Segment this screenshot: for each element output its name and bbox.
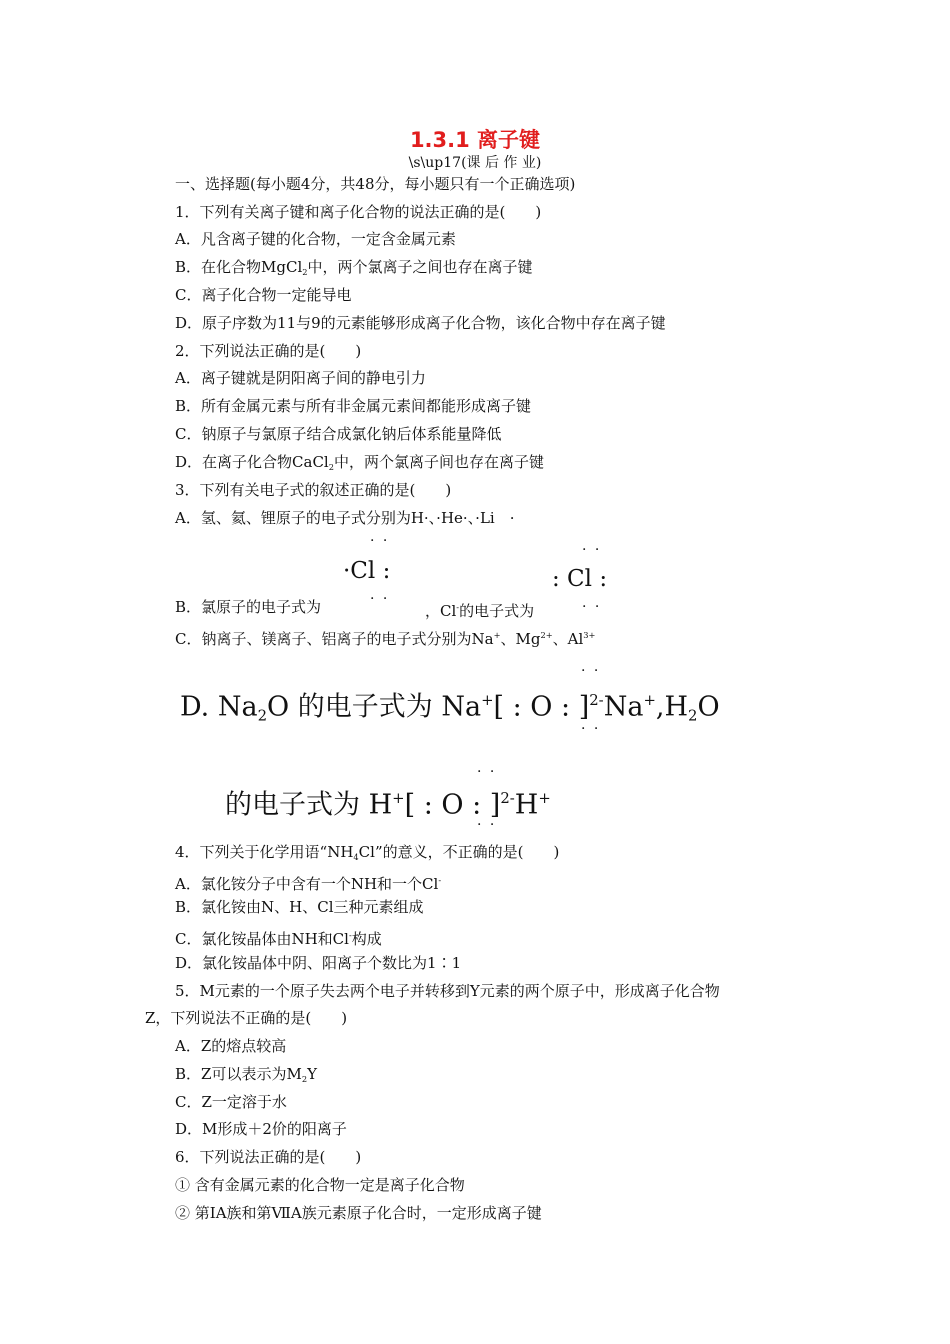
subtitle: \s\up17(课 后 作 业) (408, 155, 542, 171)
q4-option-a: A．氯化铵分子中含有一个NH和一个Cl- (175, 874, 442, 893)
cl-atom-top-dots: · · (370, 533, 390, 549)
q1-option-b: B．在化合物MgCl$_2$中，两个氯离子之间也存在离子键 (175, 258, 533, 277)
q4-option-c: C．氯化铵晶体由NH和Cl-构成 (175, 929, 382, 948)
q1-option-a: A．凡含离子键的化合物，一定含金属元素 (175, 230, 456, 248)
q5-option-d: D．M形成＋2价的阳离子 (175, 1120, 347, 1138)
q5-stem-line1: 5．M元素的一个原子失去两个电子并转移到Y元素的两个原子中，形成离子化合物 (175, 982, 720, 1000)
q4-stem: 4．下列关于化学用语“$NH_4Cl$”的意义，不正确的是( ) (175, 843, 560, 862)
h2o-o-bottom-dots: · · (477, 817, 497, 833)
q2-option-b: B．所有金属元素与所有非金属元素间都能形成离子键 (175, 397, 532, 415)
cl-atom-bottom-dots: · · (370, 591, 390, 607)
q3-option-b-pre: B．氯原子的电子式为 (175, 598, 322, 616)
q3-option-a: A．氢、氦、锂原子的电子式分别为H·、·He·、·Li · (175, 509, 515, 527)
na2o-o-top-dots: · · (581, 663, 601, 679)
section-heading: 一、选择题(每小题4分，共48分，每小题只有一个正确选项) (175, 175, 576, 193)
page-title: 1.3.1 离子键 (409, 128, 541, 152)
q3-stem: 3．下列有关电子式的叙述正确的是( ) (175, 481, 452, 499)
cl-atom-formula: ·Cl : (343, 558, 391, 584)
na2o-o-bottom-dots: · · (581, 721, 601, 737)
q3-option-c: C．钠离子、镁离子、铝离子的电子式分别为Na+、$Mg^{2+}$、$Al^{3+}$ (175, 629, 596, 648)
q1-option-d: D．原子序数为11与9的元素能够形成离子化合物，该化合物中存在离子键 (175, 314, 666, 332)
q5-option-a: A．Z的熔点较高 (175, 1037, 287, 1055)
h2o-o-top-dots: · · (477, 764, 497, 780)
q3-option-d-line2: 的电子式为 H+[ : O : ]$^{2-}$H+ (225, 789, 551, 821)
q6-stem: 6．下列说法正确的是( ) (175, 1148, 362, 1166)
q2-option-a: A．离子键就是阴阳离子间的静电引力 (175, 369, 426, 387)
q2-option-d: D．在离子化合物CaCl$_2$中，两个氯离子间也存在离子键 (175, 453, 544, 472)
q1-option-c: C．离子化合物一定能导电 (175, 286, 352, 304)
q5-option-b: B．Z可以表示为$M_2Y$ (175, 1065, 317, 1084)
q5-option-c: C．Z一定溶于水 (175, 1093, 287, 1111)
q6-item-1: ① 含有金属元素的化合物一定是离子化合物 (175, 1176, 465, 1194)
q1-stem: 1．下列有关离子键和离子化合物的说法正确的是( ) (175, 203, 542, 221)
cl-ion-top-dots: · · (582, 542, 602, 558)
q5-stem-line2: Z，下列说法不正确的是( ) (145, 1009, 348, 1027)
q2-stem: 2．下列说法正确的是( ) (175, 342, 362, 360)
q3-option-d-line1: D. $Na_2O$ 的电子式为 Na+[ : O : ]$^{2-}Na^+,H_2O$ (180, 691, 720, 725)
q3-option-b-post: ，Cl-的电子式为 (425, 601, 535, 620)
cl-ion-bottom-dots: · · (582, 599, 602, 615)
cl-ion-formula: : Cl : (552, 566, 608, 592)
q4-option-d: D．氯化铵晶体中阴、阳离子个数比为1∶1 (175, 954, 462, 972)
q4-option-b: B．氯化铵由N、H、Cl三种元素组成 (175, 898, 424, 916)
q2-option-c: C．钠原子与氯原子结合成氯化钠后体系能量降低 (175, 425, 502, 443)
q6-item-2: ② 第ⅠA族和第ⅦA族元素原子化合时，一定形成离子键 (175, 1204, 542, 1222)
